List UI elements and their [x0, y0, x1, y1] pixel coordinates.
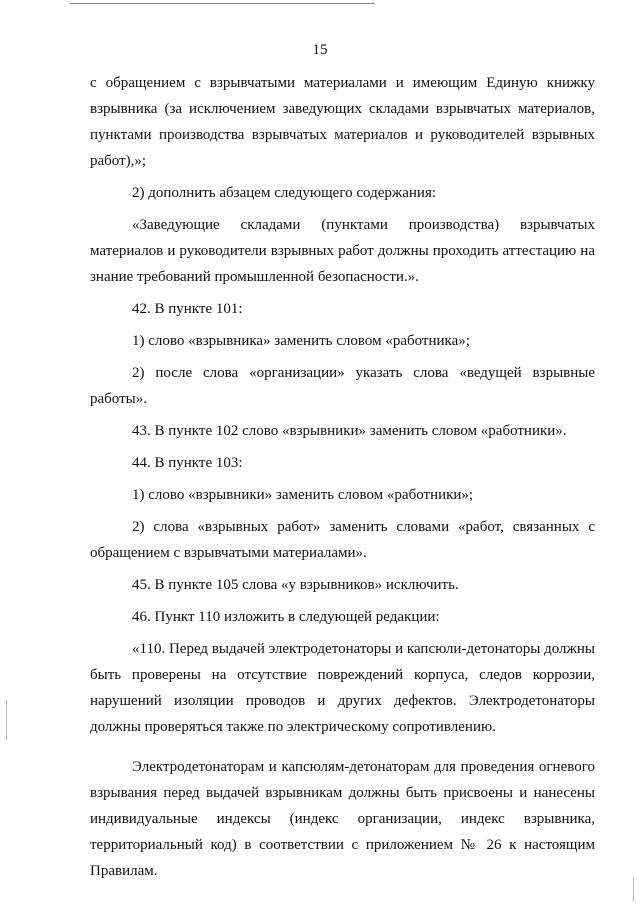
paragraph: 42. В пункте 101: [132, 301, 243, 317]
paragraph: 2) слова «взрывных работ» заменить словами «работ, связанных с обращением с взрывчатыми материалами». [90, 519, 595, 561]
paragraph: с обращением с взрывчатыми материалами и имеющим Единую книжку взрывника (за исключением заведующих складами взрывчатых материалов, пунктами производства взрывчатых материалов и руководителей взрывных работ),»; [90, 75, 595, 169]
paragraph: 1) слово «взрывники» заменить словом «работники»; [132, 487, 474, 503]
top-rule [70, 3, 375, 4]
paragraph: 43. В пункте 102 слово «взрывники» заменить словом «работники». [132, 423, 567, 439]
paragraph: 44. В пункте 103: [132, 455, 243, 471]
page-number: 15 [312, 42, 328, 58]
document-body [90, 70, 595, 890]
paragraph: 1) слово «взрывника» заменить словом «работника»; [132, 333, 470, 349]
paragraph: 2) после слова «организации» указать слова «ведущей взрывные работы». [90, 365, 595, 407]
scan-mark-left [6, 700, 7, 740]
paragraph: Электродетонаторам и капсюлям-детонаторам для проведения огневого взрывания перед выдачей взрывникам должны быть присвоены и нанесены индивидуальные индексы (индекс организации, индекс взрывника, территориальный код) в соответствии с приложением № 26 к настоящим Правилам. [90, 759, 595, 879]
paragraph: 46. Пункт 110 изложить в следующей редакции: [132, 609, 440, 625]
paragraph: 45. В пункте 105 слова «у взрывников» исключить. [132, 577, 459, 593]
scan-mark-right [633, 878, 634, 902]
paragraph: 2) дополнить абзацем следующего содержания: [132, 185, 437, 201]
paragraph: «110. Перед выдачей электродетонаторы и капсюли-детонаторы должны быть проверены на отсутствие повреждений корпуса, следов коррозии, нарушений изоляции проводов и других дефектов. Электродетонаторы должны проверяться также по электрическому сопротивлению. [90, 641, 595, 735]
paragraph: «Заведующие складами (пунктами производства) взрывчатых материалов и руководители взрывных работ должны проходить аттестацию на знание требований промышленной безопасности.». [90, 217, 595, 285]
